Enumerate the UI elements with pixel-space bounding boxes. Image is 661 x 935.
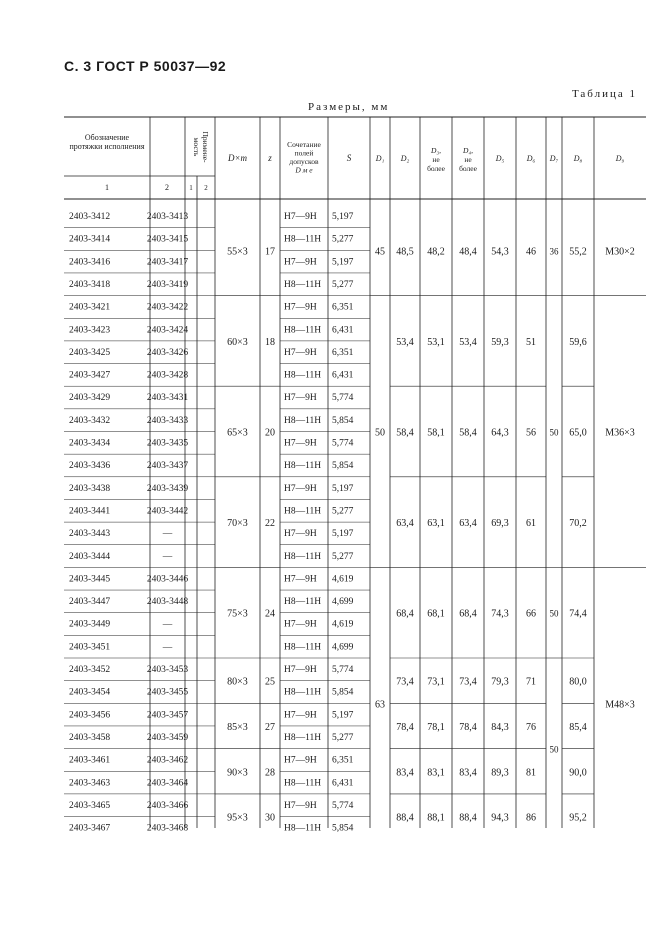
designation-2-cell: 2403-3422 <box>146 302 189 313</box>
d2-cell: 83,4 <box>396 767 414 779</box>
d6-cell: 61 <box>526 518 536 530</box>
s-cell: 5,854 <box>332 415 354 426</box>
header-d7: D₇ <box>549 154 559 163</box>
z-cell: 28 <box>265 767 275 779</box>
header-fit: Сочетание <box>287 140 321 149</box>
d7-cell: 50 <box>549 427 559 438</box>
designation-1-cell: 2403-3461 <box>69 755 111 766</box>
designation-2-cell: 2403-3413 <box>146 212 189 222</box>
d8-cell: 59,6 <box>569 336 587 348</box>
designation-1-cell: 2403-3434 <box>69 438 111 449</box>
designation-2-cell: — <box>162 642 173 653</box>
fit-cell: H8—11H <box>284 461 322 472</box>
s-cell: 5,854 <box>332 823 354 834</box>
d7-cell: 50 <box>549 744 559 755</box>
fit-cell: H8—11H <box>284 279 322 290</box>
fit-cell: H7—9H <box>284 483 317 494</box>
header-dxm: D×m <box>227 153 248 163</box>
designation-2-cell: 2403-3417 <box>146 257 189 268</box>
z-cell: 30 <box>265 812 275 824</box>
designation-2-cell: 2403-3433 <box>146 415 189 426</box>
designation-2-cell: 2403-3462 <box>146 755 189 766</box>
designation-1-cell: 2403-3458 <box>69 732 111 743</box>
d2-cell: 88,4 <box>396 812 414 824</box>
fit-cell: H8—11H <box>284 234 322 245</box>
table-label: Таблица 1 <box>571 88 637 100</box>
dxm-cell: 60×3 <box>227 336 248 348</box>
fit-cell: H8—11H <box>284 732 322 743</box>
fit-cell: H8—11H <box>284 415 322 426</box>
d7-cell: 36 <box>549 246 559 257</box>
s-cell: 5,774 <box>332 438 354 449</box>
sizes-caption: Размеры, мм <box>308 101 390 113</box>
s-cell: 4,699 <box>332 642 354 653</box>
header-applicability-line: мость <box>192 137 201 157</box>
s-cell: 4,619 <box>332 619 354 630</box>
z-cell: 27 <box>265 721 275 733</box>
z-cell: 25 <box>265 676 275 688</box>
d2-cell: 48,5 <box>396 246 414 258</box>
d6-cell: 46 <box>526 246 536 258</box>
s-cell: 5,277 <box>332 732 354 743</box>
d5-cell: 74,3 <box>491 608 509 620</box>
d2-cell: 68,4 <box>396 608 414 620</box>
fit-cell: H8—11H <box>284 823 322 834</box>
d9-cell: M36×3 <box>605 427 635 439</box>
designation-2-cell: 2403-3442 <box>146 506 189 517</box>
dxm-cell: 75×3 <box>227 608 248 620</box>
fit-cell: H7—9H <box>284 302 317 313</box>
designation-2-cell: 2403-3446 <box>146 574 189 585</box>
designation-1-cell: 2403-3414 <box>69 234 111 245</box>
header-d6: D₆ <box>526 154 536 163</box>
header-fit: допусков <box>289 157 319 166</box>
d7-cell: 50 <box>549 608 559 619</box>
s-cell: 5,197 <box>332 529 354 540</box>
d6-cell: 56 <box>526 427 536 439</box>
header-d9: D₉ <box>615 154 625 163</box>
designation-1-cell: 2403-3436 <box>69 461 111 472</box>
s-cell: 4,619 <box>332 574 354 585</box>
d3-cell: 53,1 <box>427 336 445 348</box>
d8-cell: 70,2 <box>569 518 587 530</box>
header-fit: D м е <box>295 165 313 175</box>
designation-2-cell: 2403-3464 <box>146 778 189 789</box>
s-cell: 4,699 <box>332 597 354 608</box>
fit-cell: H7—9H <box>284 710 317 721</box>
designation-1-cell: 2403-3425 <box>69 347 111 358</box>
d4-cell: 63,4 <box>459 518 477 530</box>
designation-1-cell: 2403-3447 <box>69 597 111 608</box>
d4-cell: 88,4 <box>459 812 477 824</box>
header-d3: более <box>427 164 445 173</box>
designation-1-cell: 2403-3456 <box>69 710 111 721</box>
d3-cell: 88,1 <box>427 812 445 824</box>
fit-cell: H8—11H <box>284 325 322 336</box>
designation-2-cell: 2403-3415 <box>146 234 189 245</box>
d6-cell: 86 <box>526 812 536 824</box>
dxm-cell: 70×3 <box>227 518 248 530</box>
header-d3: не <box>432 155 440 164</box>
s-cell: 6,431 <box>332 325 354 336</box>
designation-1-cell: 2403-3423 <box>69 325 111 336</box>
s-cell: 5,774 <box>332 665 354 675</box>
designation-1-cell: 2403-3449 <box>69 619 111 630</box>
s-cell: 6,431 <box>332 778 354 789</box>
designation-2-cell: 2403-3448 <box>146 597 189 608</box>
designation-2-cell: 2403-3424 <box>146 325 189 336</box>
designation-1-cell: 2403-3452 <box>69 665 111 675</box>
d5-cell: 54,3 <box>491 246 509 258</box>
d5-cell: 64,3 <box>491 427 509 439</box>
designation-2-cell: 2403-3419 <box>146 279 189 290</box>
d8-cell: 55,2 <box>569 246 587 258</box>
d4-cell: 83,4 <box>459 767 477 779</box>
d3-cell: 83,1 <box>427 767 445 779</box>
z-cell: 22 <box>265 518 275 530</box>
dxm-cell: 95×3 <box>227 812 248 824</box>
dxm-cell: 90×3 <box>227 767 248 779</box>
d8-cell: 85,4 <box>569 721 587 733</box>
header-d2: D₂ <box>400 154 410 163</box>
d9-cell: M30×2 <box>605 246 635 258</box>
s-cell: 6,351 <box>332 347 354 358</box>
d8-cell: 65,0 <box>569 427 587 439</box>
d4-cell: 78,4 <box>459 721 477 733</box>
designation-2-cell: 2403-3428 <box>146 370 189 381</box>
designation-1-cell: 2403-3421 <box>69 302 111 313</box>
d5-cell: 79,3 <box>491 676 509 688</box>
s-cell: 5,277 <box>332 551 354 562</box>
d6-cell: 76 <box>526 721 536 733</box>
z-cell: 20 <box>265 427 275 439</box>
d3-cell: 73,1 <box>427 676 445 688</box>
designation-2-cell: — <box>162 619 173 630</box>
designation-2-cell: 2403-3435 <box>146 438 189 449</box>
d8-cell: 80,0 <box>569 676 587 688</box>
designation-2-cell: 2403-3468 <box>146 823 189 834</box>
d4-cell: 48,4 <box>459 246 477 258</box>
designation-1-cell: 2403-3441 <box>69 506 111 517</box>
s-cell: 5,854 <box>332 687 354 698</box>
s-cell: 5,774 <box>332 800 354 811</box>
fit-cell: H7—9H <box>284 393 317 404</box>
s-cell: 5,277 <box>332 279 354 290</box>
fit-cell: H8—11H <box>284 551 322 562</box>
designation-2-cell: 2403-3431 <box>146 393 189 404</box>
d3-cell: 58,1 <box>427 427 445 439</box>
d3-cell: 48,2 <box>427 246 445 258</box>
dxm-cell: 85×3 <box>227 721 248 733</box>
d6-cell: 81 <box>526 767 536 779</box>
dxm-cell: 80×3 <box>227 676 248 688</box>
s-cell: 5,197 <box>332 257 354 268</box>
page-header: С. 3 ГОСТ Р 50037—92 <box>64 58 227 74</box>
header-d8: D₈ <box>573 154 583 163</box>
header-designation: протяжки исполнения <box>69 142 145 151</box>
header-d5: D₅ <box>495 154 505 163</box>
designation-1-cell: 2403-3443 <box>69 529 111 540</box>
designation-2-cell: 2403-3439 <box>146 483 189 494</box>
d1-cell: 50 <box>375 427 385 439</box>
s-cell: 5,197 <box>332 483 354 494</box>
d2-cell: 53,4 <box>396 336 414 348</box>
s-cell: 5,774 <box>332 393 354 404</box>
fit-cell: H8—11H <box>284 506 322 517</box>
header-applicability-line: Примене- <box>201 131 210 163</box>
d9-cell: M48×3 <box>605 699 635 711</box>
s-cell: 6,351 <box>332 755 354 766</box>
s-cell: 5,197 <box>332 212 354 222</box>
designation-1-cell: 2403-3427 <box>69 370 111 381</box>
designation-1-cell: 2403-3465 <box>69 800 111 811</box>
d6-cell: 66 <box>526 608 536 620</box>
d3-cell: 78,1 <box>427 721 445 733</box>
designation-1-cell: 2403-3444 <box>69 551 111 562</box>
designation-1-cell: 2403-3416 <box>69 257 111 268</box>
header-col-1: 1 <box>105 183 109 192</box>
fit-cell: H7—9H <box>284 619 317 630</box>
fit-cell: H7—9H <box>284 212 317 222</box>
designation-1-cell: 2403-3445 <box>69 574 111 585</box>
d3-cell: 63,1 <box>427 518 445 530</box>
d1-cell: 63 <box>375 699 385 711</box>
designation-1-cell: 2403-3463 <box>69 778 111 789</box>
fit-cell: H7—9H <box>284 529 317 540</box>
header-d4: не <box>464 155 472 164</box>
designation-1-cell: 2403-3438 <box>69 483 111 494</box>
fit-cell: H7—9H <box>284 574 317 585</box>
header-z: z <box>268 153 272 163</box>
header-fit: полей <box>294 148 314 158</box>
designation-2-cell: 2403-3459 <box>146 732 189 743</box>
header-app-1: 1 <box>189 184 193 192</box>
fit-cell: H8—11H <box>284 778 322 789</box>
z-cell: 24 <box>265 608 275 620</box>
designation-2-cell: 2403-3437 <box>146 461 189 472</box>
header-d1: D₁ <box>375 154 385 163</box>
d6-cell: 51 <box>526 336 536 348</box>
d8-cell: 74,4 <box>569 608 587 620</box>
fit-cell: H8—11H <box>284 370 322 381</box>
dxm-cell: 55×3 <box>227 246 248 258</box>
fit-cell: H7—9H <box>284 755 317 766</box>
designation-1-cell: 2403-3467 <box>69 823 111 834</box>
d4-cell: 68,4 <box>459 608 477 620</box>
fit-cell: H8—11H <box>284 642 322 653</box>
dxm-cell: 65×3 <box>227 427 248 439</box>
designation-1-cell: 2403-3412 <box>69 212 111 222</box>
designation-1-cell: 2403-3432 <box>69 415 111 426</box>
d6-cell: 71 <box>526 676 536 688</box>
designation-2-cell: 2403-3455 <box>146 687 189 698</box>
d2-cell: 58,4 <box>396 427 414 439</box>
d4-cell: 53,4 <box>459 336 477 348</box>
s-cell: 5,277 <box>332 506 354 517</box>
header-d4: D₄, <box>463 146 473 155</box>
header-s: S <box>346 153 352 163</box>
designation-2-cell: — <box>162 529 173 540</box>
s-cell: 6,431 <box>332 370 354 381</box>
fit-cell: H7—9H <box>284 257 317 268</box>
d5-cell: 84,3 <box>491 721 509 733</box>
s-cell: 6,351 <box>332 302 354 313</box>
d4-cell: 58,4 <box>459 427 477 439</box>
d5-cell: 89,3 <box>491 767 509 779</box>
designation-1-cell: 2403-3418 <box>69 279 111 290</box>
designation-2-cell: 2403-3453 <box>146 665 189 675</box>
fit-cell: H8—11H <box>284 597 322 608</box>
d1-cell: 45 <box>375 246 385 258</box>
designation-1-cell: 2403-3451 <box>69 642 111 653</box>
d2-cell: 73,4 <box>396 676 414 688</box>
fit-cell: H7—9H <box>284 665 317 675</box>
fit-cell: H7—9H <box>284 438 317 449</box>
s-cell: 5,854 <box>332 461 354 472</box>
designation-1-cell: 2403-3454 <box>69 687 111 698</box>
d2-cell: 78,4 <box>396 721 414 733</box>
s-cell: 5,277 <box>332 234 354 245</box>
header-d3: D₃, <box>431 146 441 155</box>
designation-2-cell: 2403-3426 <box>146 347 189 358</box>
d2-cell: 63,4 <box>396 518 414 530</box>
fit-cell: H8—11H <box>284 687 322 698</box>
s-cell: 5,197 <box>332 710 354 721</box>
fit-cell: H7—9H <box>284 800 317 811</box>
z-cell: 18 <box>265 336 275 348</box>
d8-cell: 95,2 <box>569 812 587 824</box>
d5-cell: 59,3 <box>491 336 509 348</box>
d5-cell: 94,3 <box>491 812 509 824</box>
header-d4: более <box>459 164 477 173</box>
designation-2-cell: 2403-3457 <box>146 710 189 721</box>
d4-cell: 73,4 <box>459 676 477 688</box>
header-col-2: 2 <box>165 183 169 192</box>
header-applicability <box>192 131 210 163</box>
d3-cell: 68,1 <box>427 608 445 620</box>
header-designation: Обозначение <box>84 133 130 142</box>
fit-cell: H7—9H <box>284 347 317 358</box>
designation-1-cell: 2403-3429 <box>69 393 111 404</box>
designation-2-cell: — <box>162 551 173 562</box>
d8-cell: 90,0 <box>569 767 587 779</box>
z-cell: 17 <box>265 246 275 258</box>
header-app-2: 2 <box>204 184 208 192</box>
designation-2-cell: 2403-3466 <box>146 800 189 811</box>
d5-cell: 69,3 <box>491 518 509 530</box>
